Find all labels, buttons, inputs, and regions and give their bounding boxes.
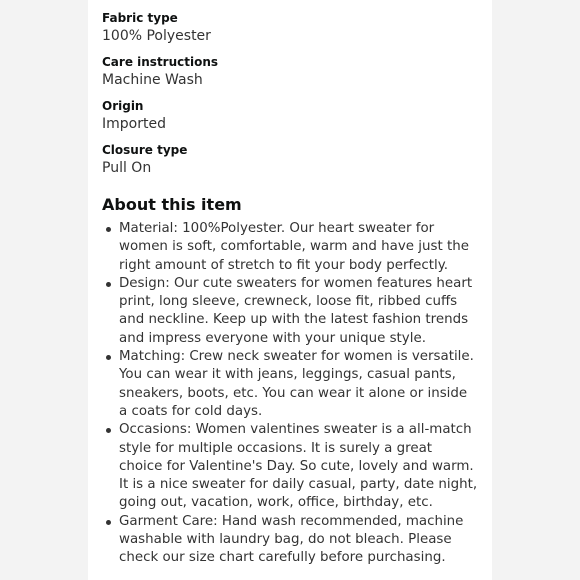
spec-value: Machine Wash [102,72,203,88]
spec-care-instructions [102,54,478,90]
spec-label: Care instructions [102,55,219,69]
product-details-panel [88,0,492,580]
about-bullet-garment-care: Garment Care: Hand wash recommended, machine washable with laundry bag, do not bleach. Please check our size chart carefully before purchasing. [119,513,478,568]
spec-value: 100% Polyester [102,28,211,44]
spec-origin [102,98,478,134]
about-bullet-material: Material: 100%Polyester. Our heart sweater for women is soft, comfortable, warm and have just the right amount of stretch to fit your body perfectly. [119,220,478,275]
product-details-content [102,10,478,568]
spec-label: Fabric type [102,11,178,25]
spec-closure-type [102,142,478,178]
about-bullet-design: Design: Our cute sweaters for women features heart print, long sleeve, crewneck, loose fit, ribbed cuffs and neckline. Keep up with the latest fashion trends and impress everyone with your unique style. [119,275,478,348]
about-bullet-matching: Matching: Crew neck sweater for women is versatile. You can wear it with jeans, leggings, casual pants, sneakers, boots, etc. You can wear it alone or inside a coats for cold days. [119,348,478,421]
spec-value: Imported [102,116,166,132]
spec-label: Closure type [102,143,188,157]
spec-fabric-type [102,10,478,46]
spec-label: Origin [102,99,144,113]
about-bullet-list [102,220,478,568]
spec-value: Pull On [102,160,152,176]
about-bullet-occasions: Occasions: Women valentines sweater is a all-match style for multiple occasions. It is surely a great choice for Valentine's Day. So cute, lovely and warm. It is a nice sweater for daily casual, party, date night, going out, vacation, work, office, birthday, etc. [119,421,478,512]
about-this-item-heading: About this item [102,195,242,214]
